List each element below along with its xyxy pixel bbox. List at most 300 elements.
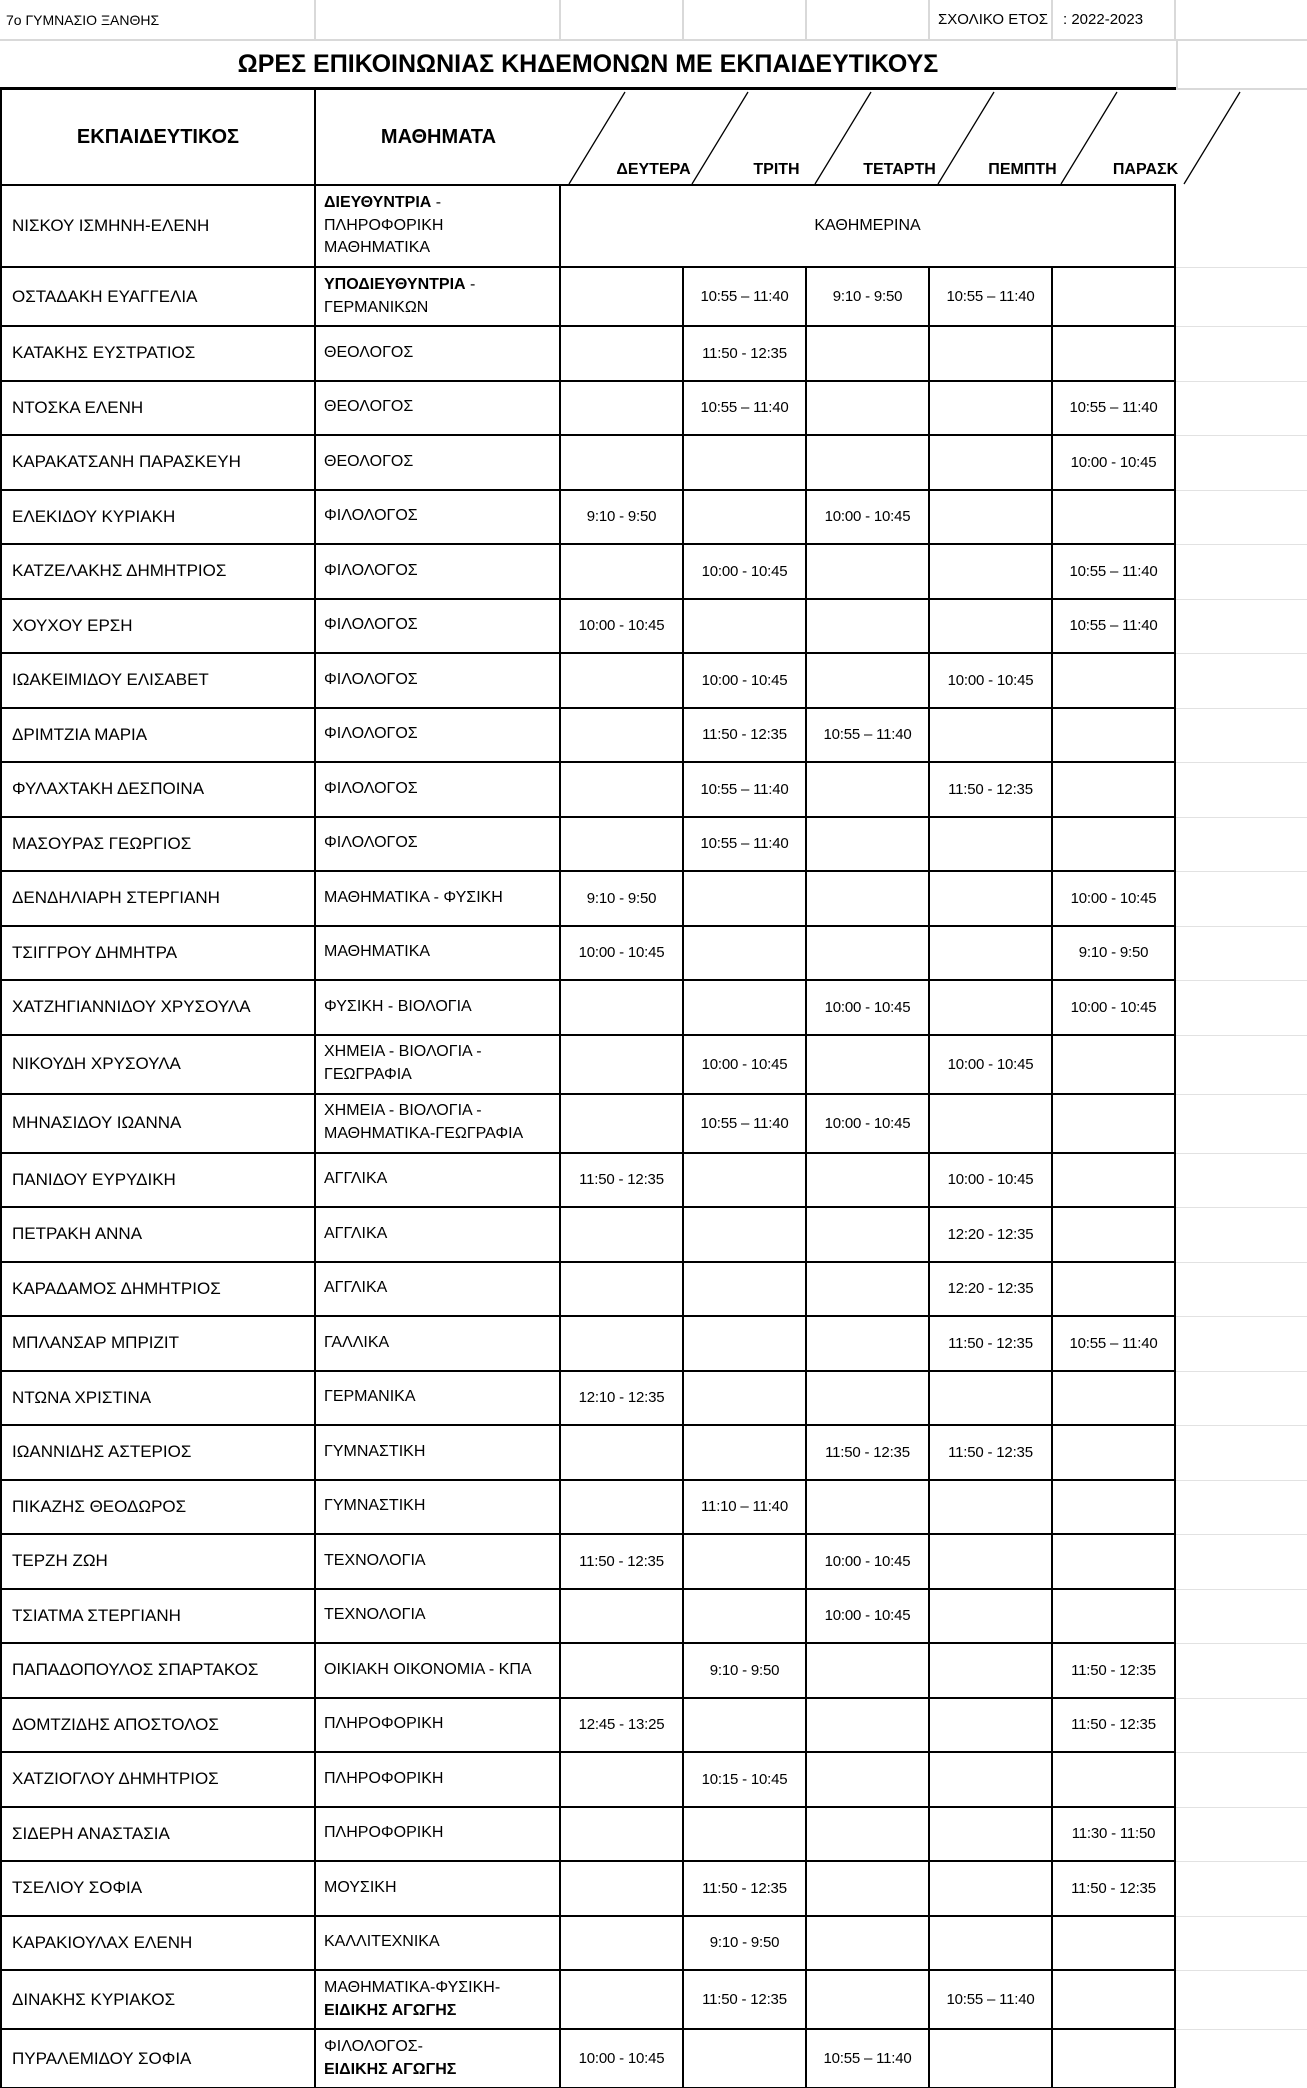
table-row — [0, 1862, 1307, 1917]
table-row — [0, 927, 1307, 982]
subjects: ΠΛΗΡΟΦΟΡΙΚΗ — [316, 1699, 561, 1754]
time-cell-friday — [1053, 1095, 1176, 1154]
time-cell-friday — [1053, 709, 1176, 764]
table-row — [0, 1808, 1307, 1863]
teacher-name: ΚΑΡΑΚΑΤΣΑΝΗ ΠΑΡΑΣΚΕΥΗ — [0, 436, 316, 491]
school-year-value: : 2022-2023 — [1053, 0, 1176, 39]
time-cell-wednesday — [807, 545, 930, 600]
margin-cell — [1176, 1154, 1307, 1209]
school-year-label: ΣΧΟΛΙΚΟ ΕΤΟΣ — [930, 0, 1053, 39]
table-row — [0, 1481, 1307, 1536]
margin-cell — [1176, 1095, 1307, 1154]
subjects: ΜΑΘΗΜΑΤΙΚΑ-ΦΥΣΙΚΗ- ΕΙΔΙΚΗΣ ΑΓΩΓΗΣ — [316, 1971, 561, 2030]
teacher-name: ΚΑΤΑΚΗΣ ΕΥΣΤΡΑΤΙΟΣ — [0, 327, 316, 382]
subjects: ΓΥΜΝΑΣΤΙΚΗ — [316, 1426, 561, 1481]
time-cell-wednesday — [807, 1263, 930, 1318]
subjects: ΧΗΜΕΙΑ - ΒΙΟΛΟΓΙΑ - ΜΑΘΗΜΑΤΙΚΑ-ΓΕΩΓΡΑΦΙΑ — [316, 1095, 561, 1154]
subjects: ΥΠΟΔΙΕΥΘΥΝΤΡΙΑ - ΓΕΡΜΑΝΙΚΩΝ — [316, 268, 561, 327]
margin-cell — [1176, 1535, 1307, 1590]
time-cell-thursday — [930, 709, 1053, 764]
time-cell-wednesday — [807, 927, 930, 982]
time-cell-monday — [561, 763, 684, 818]
time-cell-tuesday — [684, 1154, 807, 1209]
time-cell-thursday — [930, 981, 1053, 1036]
time-cell-wednesday: 11:50 - 12:35 — [807, 1426, 930, 1481]
table-row — [0, 1095, 1307, 1154]
time-cell-monday — [561, 1208, 684, 1263]
time-cell-tuesday — [684, 2030, 807, 2088]
time-cell-tuesday — [684, 1317, 807, 1372]
table-row — [0, 1590, 1307, 1645]
table-row — [0, 1372, 1307, 1427]
teacher-name: ΝΙΚΟΥΔΗ ΧΡΥΣΟΥΛΑ — [0, 1036, 316, 1095]
margin-cell — [1176, 600, 1307, 655]
time-cell-monday — [561, 327, 684, 382]
time-cell-monday: 9:10 - 9:50 — [561, 872, 684, 927]
time-cell-friday — [1053, 1481, 1176, 1536]
time-cell-tuesday — [684, 872, 807, 927]
table-row — [0, 1644, 1307, 1699]
table-row — [0, 1154, 1307, 1209]
teacher-name: ΝΤΟΣΚΑ ΕΛΕΝΗ — [0, 382, 316, 437]
time-cell-monday: 11:50 - 12:35 — [561, 1535, 684, 1590]
subjects: ΠΛΗΡΟΦΟΡΙΚΗ — [316, 1753, 561, 1808]
subjects: ΑΓΓΛΙΚΑ — [316, 1263, 561, 1318]
strip-empty-cell — [807, 0, 930, 39]
column-header-wednesday: ΤΕΤΑΡΤΗ — [863, 161, 936, 178]
time-cell-wednesday — [807, 1699, 930, 1754]
column-header-monday: ΔΕΥΤΕΡΑ — [616, 161, 691, 178]
teacher-name: ΟΣΤΑΔΑΚΗ ΕΥΑΓΓΕΛΙΑ — [0, 268, 316, 327]
time-cell-friday — [1053, 763, 1176, 818]
table-row — [0, 1036, 1307, 1095]
subjects: ΓΕΡΜΑΝΙΚΑ — [316, 1372, 561, 1427]
time-cell-wednesday — [807, 763, 930, 818]
time-cell-wednesday — [807, 1208, 930, 1263]
time-cell-monday — [561, 1644, 684, 1699]
time-cell-thursday — [930, 436, 1053, 491]
time-cell-friday: 10:55 – 11:40 — [1053, 545, 1176, 600]
subjects: ΠΛΗΡΟΦΟΡΙΚΗ — [316, 1808, 561, 1863]
time-cell-monday: 12:45 - 13:25 — [561, 1699, 684, 1754]
time-cell-tuesday: 10:15 - 10:45 — [684, 1753, 807, 1808]
margin-cell — [1176, 2030, 1307, 2088]
margin-cell — [1176, 545, 1307, 600]
subjects: ΦΙΛΟΛΟΓΟΣ — [316, 600, 561, 655]
time-cell-friday — [1053, 327, 1176, 382]
time-cell-friday — [1053, 1154, 1176, 1209]
teacher-name: ΚΑΡΑΔΑΜΟΣ ΔΗΜΗΤΡΙΟΣ — [0, 1263, 316, 1318]
time-cell-monday — [561, 436, 684, 491]
subjects: ΓΑΛΛΙΚΑ — [316, 1317, 561, 1372]
time-cell-monday — [561, 545, 684, 600]
time-cell-thursday — [930, 491, 1053, 546]
table-row — [0, 709, 1307, 764]
teacher-name: ΚΑΡΑΚΙΟΥΛΑΧ ΕΛΕΝΗ — [0, 1917, 316, 1972]
teacher-name: ΜΠΛΑΝΣΑΡ ΜΠΡΙΖΙΤ — [0, 1317, 316, 1372]
column-header-thursday: ΠΕΜΠΤΗ — [988, 161, 1057, 178]
time-cell-tuesday: 11:10 – 11:40 — [684, 1481, 807, 1536]
time-cell-thursday — [930, 1095, 1053, 1154]
time-cell-thursday — [930, 818, 1053, 873]
time-cell-friday — [1053, 1036, 1176, 1095]
subjects: ΑΓΓΛΙΚΑ — [316, 1208, 561, 1263]
teacher-name: ΚΑΤΖΕΛΑΚΗΣ ΔΗΜΗΤΡΙΟΣ — [0, 545, 316, 600]
time-cell-wednesday: 10:55 – 11:40 — [807, 2030, 930, 2088]
time-cell-tuesday: 10:55 – 11:40 — [684, 1095, 807, 1154]
subjects: ΘΕΟΛΟΓΟΣ — [316, 382, 561, 437]
margin-cell — [1176, 1426, 1307, 1481]
time-cell-monday — [561, 654, 684, 709]
time-cell-thursday — [930, 327, 1053, 382]
time-cell-tuesday: 10:00 - 10:45 — [684, 1036, 807, 1095]
title-side-cell — [1176, 41, 1307, 90]
time-cell-monday — [561, 268, 684, 327]
margin-cell — [1176, 1263, 1307, 1318]
margin-cell — [1176, 1699, 1307, 1754]
margin-cell — [1176, 1971, 1307, 2030]
time-cell-monday — [561, 1590, 684, 1645]
time-cell-tuesday — [684, 1590, 807, 1645]
margin-cell — [1176, 1808, 1307, 1863]
time-cell-thursday — [930, 1862, 1053, 1917]
time-cell-friday: 10:00 - 10:45 — [1053, 981, 1176, 1036]
time-cell-tuesday — [684, 1535, 807, 1590]
table-row — [0, 382, 1307, 437]
time-cell-friday — [1053, 1372, 1176, 1427]
time-cell-monday: 9:10 - 9:50 — [561, 491, 684, 546]
table-row — [0, 1699, 1307, 1754]
table-row — [0, 654, 1307, 709]
time-cell-friday: 11:50 - 12:35 — [1053, 1644, 1176, 1699]
time-cell-thursday: 11:50 - 12:35 — [930, 1317, 1053, 1372]
time-cell-tuesday — [684, 436, 807, 491]
subjects: ΦΙΛΟΛΟΓΟΣ — [316, 654, 561, 709]
teacher-name: ΙΩΑΝΝΙΔΗΣ ΑΣΤΕΡΙΟΣ — [0, 1426, 316, 1481]
subjects: ΑΓΓΛΙΚΑ — [316, 1154, 561, 1209]
column-header-subjects: ΜΑΘΗΜΑΤΑ — [316, 90, 561, 186]
time-cell-tuesday — [684, 491, 807, 546]
margin-cell — [1176, 872, 1307, 927]
subjects: ΜΑΘΗΜΑΤΙΚΑ — [316, 927, 561, 982]
time-cell-thursday — [930, 1535, 1053, 1590]
margin-cell — [1176, 927, 1307, 982]
time-cell-thursday — [930, 600, 1053, 655]
subjects: ΦΙΛΟΛΟΓΟΣ — [316, 709, 561, 764]
time-cell-friday — [1053, 1971, 1176, 2030]
time-cell-thursday — [930, 872, 1053, 927]
time-cell-friday — [1053, 1263, 1176, 1318]
time-cell-thursday — [930, 1481, 1053, 1536]
time-cell-tuesday: 10:00 - 10:45 — [684, 654, 807, 709]
table-row — [0, 600, 1307, 655]
time-cell-friday — [1053, 818, 1176, 873]
subjects: ΓΥΜΝΑΣΤΙΚΗ — [316, 1481, 561, 1536]
margin-cell — [1176, 268, 1307, 327]
margin-cell — [1176, 654, 1307, 709]
column-header-teacher: ΕΚΠΑΙΔΕΥΤΙΚΟΣ — [0, 90, 316, 186]
time-cell-monday — [561, 1426, 684, 1481]
time-cell-tuesday: 11:50 - 12:35 — [684, 1971, 807, 2030]
time-cell-thursday: 10:00 - 10:45 — [930, 1036, 1053, 1095]
time-cell-tuesday: 9:10 - 9:50 — [684, 1644, 807, 1699]
page-title: ΩΡΕΣ ΕΠΙΚΟΙΝΩΝΙΑΣ ΚΗΔΕΜΟΝΩΝ ΜΕ ΕΚΠΑΙΔΕΥΤΙΚΟΥΣ — [0, 41, 1176, 90]
time-cell-wednesday — [807, 1917, 930, 1972]
time-cell-wednesday — [807, 1154, 930, 1209]
time-cell-friday: 10:55 – 11:40 — [1053, 600, 1176, 655]
teacher-name: ΠΕΤΡΑΚΗ ΑΝΝΑ — [0, 1208, 316, 1263]
table-row — [0, 818, 1307, 873]
time-cell-tuesday — [684, 1372, 807, 1427]
time-cell-wednesday: 10:00 - 10:45 — [807, 1590, 930, 1645]
time-cell-monday — [561, 1917, 684, 1972]
top-strip — [0, 0, 1307, 41]
time-cell-monday — [561, 1808, 684, 1863]
table-body — [0, 186, 1307, 2088]
time-cell-thursday — [930, 1644, 1053, 1699]
teacher-name: ΝΤΩΝΑ ΧΡΙΣΤΙΝΑ — [0, 1372, 316, 1427]
margin-cell — [1176, 1481, 1307, 1536]
strip-empty-cell — [1176, 0, 1307, 39]
table-row — [0, 1971, 1307, 2030]
time-cell-friday — [1053, 2030, 1176, 2088]
time-cell-thursday: 11:50 - 12:35 — [930, 763, 1053, 818]
time-cell-friday: 11:50 - 12:35 — [1053, 1699, 1176, 1754]
margin-cell — [1176, 436, 1307, 491]
teacher-name: ΙΩΑΚΕΙΜΙΔΟΥ ΕΛΙΣΑΒΕΤ — [0, 654, 316, 709]
time-cell-monday — [561, 1317, 684, 1372]
subjects: ΟΙΚΙΑΚΗ ΟΙΚΟΝΟΜΙΑ - ΚΠΑ — [316, 1644, 561, 1699]
margin-cell — [1176, 1753, 1307, 1808]
table-row — [0, 1426, 1307, 1481]
margin-cell — [1176, 1372, 1307, 1427]
subjects: ΦΙΛΟΛΟΓΟΣ — [316, 763, 561, 818]
subjects: ΜΟΥΣΙΚΗ — [316, 1862, 561, 1917]
time-cell-tuesday — [684, 981, 807, 1036]
time-cell-tuesday — [684, 1808, 807, 1863]
subjects: ΧΗΜΕΙΑ - ΒΙΟΛΟΓΙΑ - ΓΕΩΓΡΑΦΙΑ — [316, 1036, 561, 1095]
time-cell-friday — [1053, 1753, 1176, 1808]
time-cell-wednesday: 9:10 - 9:50 — [807, 268, 930, 327]
time-cell-tuesday — [684, 1208, 807, 1263]
time-cell-tuesday: 11:50 - 12:35 — [684, 327, 807, 382]
margin-cell — [1176, 491, 1307, 546]
teacher-name: ΧΑΤΖΙΟΓΛΟΥ ΔΗΜΗΤΡΙΟΣ — [0, 1753, 316, 1808]
margin-cell — [1176, 1317, 1307, 1372]
teacher-name: ΧΑΤΖΗΓΙΑΝΝΙΔΟΥ ΧΡΥΣΟΥΛΑ — [0, 981, 316, 1036]
time-cell-wednesday: 10:55 – 11:40 — [807, 709, 930, 764]
subjects: ΤΕΧΝΟΛΟΓΙΑ — [316, 1590, 561, 1645]
time-cell-friday: 10:55 – 11:40 — [1053, 382, 1176, 437]
time-cell-monday — [561, 382, 684, 437]
time-cell-tuesday — [684, 1699, 807, 1754]
time-cell-thursday: 10:55 – 11:40 — [930, 1971, 1053, 2030]
time-cell-wednesday — [807, 1372, 930, 1427]
time-cell-monday — [561, 981, 684, 1036]
teacher-name: ΕΛΕΚΙΔΟΥ ΚΥΡΙΑΚΗ — [0, 491, 316, 546]
time-cell-monday — [561, 1971, 684, 2030]
table-row — [0, 186, 1307, 268]
time-cell-tuesday — [684, 1263, 807, 1318]
margin-cell — [1176, 1644, 1307, 1699]
daily-note-cell: ΚΑΘΗΜΕΡΙΝΑ — [561, 186, 1176, 268]
time-cell-thursday — [930, 382, 1053, 437]
time-cell-wednesday: 10:00 - 10:45 — [807, 491, 930, 546]
subjects: ΤΕΧΝΟΛΟΓΙΑ — [316, 1535, 561, 1590]
teacher-name: ΦΥΛΑΧΤΑΚΗ ΔΕΣΠΟΙΝΑ — [0, 763, 316, 818]
time-cell-monday: 10:00 - 10:45 — [561, 927, 684, 982]
time-cell-thursday: 10:55 – 11:40 — [930, 268, 1053, 327]
time-cell-friday: 11:30 - 11:50 — [1053, 1808, 1176, 1863]
time-cell-monday: 12:10 - 12:35 — [561, 1372, 684, 1427]
teacher-name: ΔΙΝΑΚΗΣ ΚΥΡΙΑΚΟΣ — [0, 1971, 316, 2030]
time-cell-friday — [1053, 268, 1176, 327]
table-header — [0, 90, 1307, 186]
time-cell-tuesday — [684, 1426, 807, 1481]
table-row — [0, 1263, 1307, 1318]
time-cell-tuesday: 11:50 - 12:35 — [684, 1862, 807, 1917]
teacher-name: ΤΕΡΖΗ ΖΩΗ — [0, 1535, 316, 1590]
time-cell-wednesday — [807, 1753, 930, 1808]
time-cell-thursday: 11:50 - 12:35 — [930, 1426, 1053, 1481]
time-cell-thursday: 10:00 - 10:45 — [930, 1154, 1053, 1209]
time-cell-thursday — [930, 1699, 1053, 1754]
teacher-name: ΝΙΣΚΟΥ ΙΣΜΗΝΗ-ΕΛΕΝΗ — [0, 186, 316, 268]
time-cell-friday — [1053, 1208, 1176, 1263]
margin-cell — [1176, 981, 1307, 1036]
time-cell-wednesday — [807, 1481, 930, 1536]
time-cell-monday: 10:00 - 10:45 — [561, 600, 684, 655]
time-cell-monday — [561, 1753, 684, 1808]
teacher-name: ΠΙΚΑΖΗΣ ΘΕΟΔΩΡΟΣ — [0, 1481, 316, 1536]
time-cell-thursday — [930, 1917, 1053, 1972]
teacher-name: ΠΥΡΑΛΕΜΙΔΟΥ ΣΟΦΙΑ — [0, 2030, 316, 2088]
time-cell-monday — [561, 1263, 684, 1318]
subjects: ΦΙΛΟΛΟΓΟΣ- ΕΙΔΙΚΗΣ ΑΓΩΓΗΣ — [316, 2030, 561, 2088]
time-cell-wednesday — [807, 1808, 930, 1863]
time-cell-thursday — [930, 545, 1053, 600]
teacher-name: ΔΡΙΜΤΖΙΑ ΜΑΡΙΑ — [0, 709, 316, 764]
subjects: ΘΕΟΛΟΓΟΣ — [316, 436, 561, 491]
margin-cell — [1176, 1590, 1307, 1645]
margin-cell — [1176, 1862, 1307, 1917]
table-row — [0, 1917, 1307, 1972]
time-cell-friday: 10:00 - 10:45 — [1053, 872, 1176, 927]
time-cell-tuesday: 10:00 - 10:45 — [684, 545, 807, 600]
margin-cell — [1176, 709, 1307, 764]
time-cell-tuesday: 9:10 - 9:50 — [684, 1917, 807, 1972]
table-row — [0, 1317, 1307, 1372]
time-cell-tuesday: 11:50 - 12:35 — [684, 709, 807, 764]
subjects: ΦΙΛΟΛΟΓΟΣ — [316, 545, 561, 600]
teacher-name: ΔΕΝΔΗΛΙΑΡΗ ΣΤΕΡΓΙΑΝΗ — [0, 872, 316, 927]
time-cell-wednesday: 10:00 - 10:45 — [807, 981, 930, 1036]
teacher-name: ΤΣΙΑΤΜΑ ΣΤΕΡΓΙΑΝΗ — [0, 1590, 316, 1645]
time-cell-friday — [1053, 1917, 1176, 1972]
table-row — [0, 491, 1307, 546]
margin-cell — [1176, 327, 1307, 382]
table-row — [0, 1535, 1307, 1590]
table-row — [0, 763, 1307, 818]
time-cell-wednesday — [807, 654, 930, 709]
teacher-name: ΣΙΔΕΡΗ ΑΝΑΣΤΑΣΙΑ — [0, 1808, 316, 1863]
time-cell-thursday: 10:00 - 10:45 — [930, 654, 1053, 709]
table-row — [0, 327, 1307, 382]
strip-empty-cell — [684, 0, 807, 39]
time-cell-thursday — [930, 1372, 1053, 1427]
table-row — [0, 1753, 1307, 1808]
teacher-name: ΠΑΠΑΔΟΠΟΥΛΟΣ ΣΠΑΡΤΑΚΟΣ — [0, 1644, 316, 1699]
subjects: ΦΙΛΟΛΟΓΟΣ — [316, 491, 561, 546]
table-row — [0, 1208, 1307, 1263]
margin-cell — [1176, 382, 1307, 437]
time-cell-friday: 11:50 - 12:35 — [1053, 1862, 1176, 1917]
margin-cell — [1176, 1917, 1307, 1972]
time-cell-friday — [1053, 654, 1176, 709]
margin-cell — [1176, 186, 1307, 268]
subjects: ΦΙΛΟΛΟΓΟΣ — [316, 818, 561, 873]
time-cell-friday — [1053, 1426, 1176, 1481]
column-header-friday: ΠΑΡΑΣΚ — [1112, 161, 1179, 178]
time-cell-thursday — [930, 927, 1053, 982]
time-cell-wednesday — [807, 327, 930, 382]
teacher-name: ΔΟΜΤΖΙΔΗΣ ΑΠΟΣΤΟΛΟΣ — [0, 1699, 316, 1754]
table-row — [0, 545, 1307, 600]
time-cell-monday — [561, 818, 684, 873]
time-cell-thursday: 12:20 - 12:35 — [930, 1208, 1053, 1263]
teacher-name: ΤΣΙΓΓΡΟΥ ΔΗΜΗΤΡΑ — [0, 927, 316, 982]
strip-empty-cell — [316, 0, 561, 39]
time-cell-wednesday — [807, 1971, 930, 2030]
time-cell-wednesday — [807, 436, 930, 491]
time-cell-friday: 9:10 - 9:50 — [1053, 927, 1176, 982]
table-row — [0, 2030, 1307, 2088]
time-cell-wednesday — [807, 1317, 930, 1372]
time-cell-monday — [561, 1095, 684, 1154]
time-cell-wednesday: 10:00 - 10:45 — [807, 1095, 930, 1154]
time-cell-thursday — [930, 2030, 1053, 2088]
time-cell-friday: 10:00 - 10:45 — [1053, 436, 1176, 491]
time-cell-wednesday — [807, 818, 930, 873]
table-row — [0, 268, 1307, 327]
margin-cell — [1176, 763, 1307, 818]
time-cell-monday — [561, 709, 684, 764]
time-cell-tuesday: 10:55 – 11:40 — [684, 763, 807, 818]
time-cell-wednesday — [807, 872, 930, 927]
table-row — [0, 981, 1307, 1036]
time-cell-friday — [1053, 1535, 1176, 1590]
time-cell-friday — [1053, 1590, 1176, 1645]
school-name: 7ο ΓΥΜΝΑΣΙΟ ΞΑΝΘΗΣ — [0, 0, 316, 39]
time-cell-tuesday: 10:55 – 11:40 — [684, 268, 807, 327]
teacher-name: ΠΑΝΙΔΟΥ ΕΥΡΥΔΙΚΗ — [0, 1154, 316, 1209]
time-cell-thursday — [930, 1808, 1053, 1863]
teacher-name: ΤΣΕΛΙΟΥ ΣΟΦΙΑ — [0, 1862, 316, 1917]
time-cell-friday — [1053, 491, 1176, 546]
time-cell-monday: 11:50 - 12:35 — [561, 1154, 684, 1209]
strip-empty-cell — [561, 0, 684, 39]
margin-cell — [1176, 818, 1307, 873]
teacher-name: ΧΟΥΧΟΥ ΕΡΣΗ — [0, 600, 316, 655]
time-cell-wednesday — [807, 382, 930, 437]
margin-cell — [1176, 1036, 1307, 1095]
subjects: ΦΥΣΙΚΗ - ΒΙΟΛΟΓΙΑ — [316, 981, 561, 1036]
time-cell-friday: 10:55 – 11:40 — [1053, 1317, 1176, 1372]
subjects: ΔΙΕΥΘΥΝΤΡΙΑ - ΠΛΗΡΟΦΟΡΙΚΗ ΜΑΘΗΜΑΤΙΚΑ — [316, 186, 561, 268]
time-cell-wednesday: 10:00 - 10:45 — [807, 1535, 930, 1590]
time-cell-thursday — [930, 1753, 1053, 1808]
subjects: ΘΕΟΛΟΓΟΣ — [316, 327, 561, 382]
